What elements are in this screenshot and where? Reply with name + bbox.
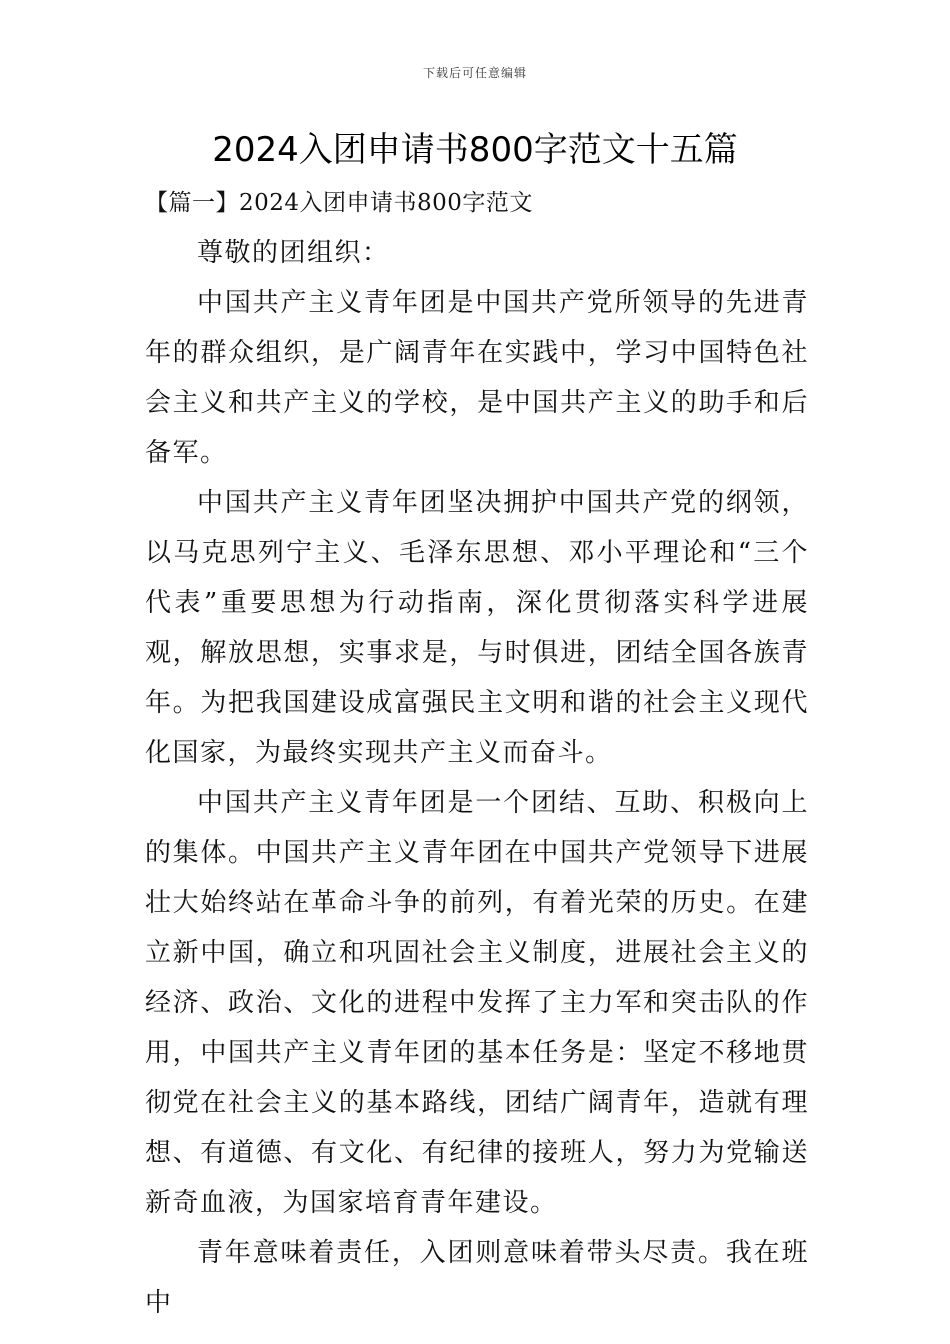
paragraph-4: 青年意味着责任，入团则意味着带头尽责。我在班中 [145,1238,809,1318]
paragraph-3: 中国共产主义青年团是一个团结、互助、积极向上的集体。中国共产主义青年团在中国共产党领导下进展壮大始终站在革命斗争的前列，有着光荣的历史。在建立新中国，确立和巩固社会主义制度，进展社会主义的经济、政治、文化的进程中发挥了主力军和突击队的作用，中国共产主义青年团的基本任务是：坚定不移地贯彻党在社会主义的基本路线，团结广阔青年，造就有理想、有道德、有文化、有纪律的接班人，努力为党输送新奇血液，为国家培育青年建设。 [145,788,809,1218]
document-body [145,178,809,1328]
header-note: 下载后可任意编辑 [422,66,527,80]
section-heading: 【篇一】2024入团申请书800字范文 [145,190,533,216]
paragraph-1: 中国共产主义青年团是中国共产党所领导的先进青年的群众组织，是广阔青年在实践中，学习中国特色社会主义和共产主义的学校，是中国共产主义的助手和后备军。 [145,288,809,468]
salutation: 尊敬的团组织： [197,238,390,268]
document-title: 2024入团申请书800字范文十五篇 [212,130,738,170]
paragraph-2: 中国共产主义青年团坚决拥护中国共产党的纲领，以马克思列宁主义、毛泽东思想、邓小平理论和“三个代表”重要思想为行动指南，深化贯彻落实科学进展观，解放思想，实事求是，与时俱进，团结全国各族青年。为把我国建设成富强民主文明和谐的社会主义现代化国家，为最终实现共产主义而奋斗。 [145,488,809,768]
